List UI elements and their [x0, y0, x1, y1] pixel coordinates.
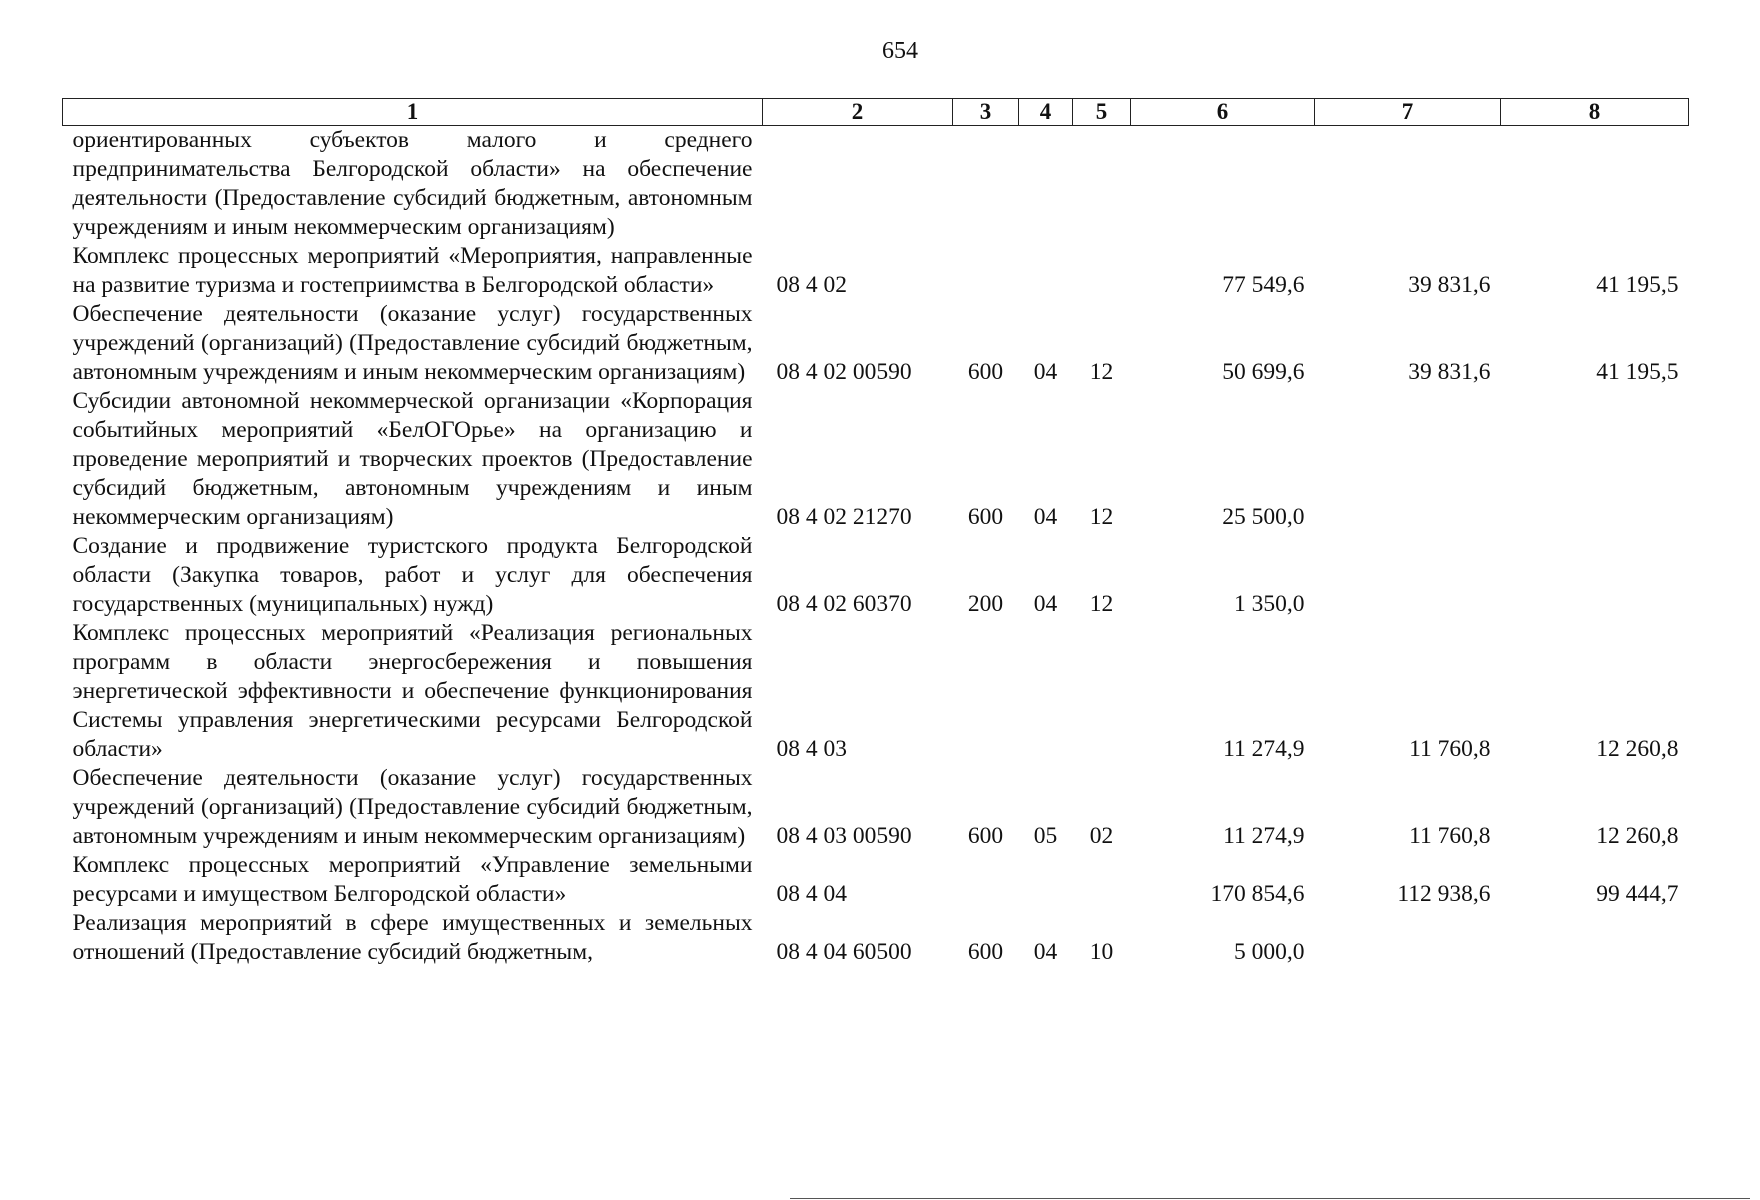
row-amount-col-6: 1 350,0: [1234, 591, 1305, 617]
budget-table-container: [62, 98, 1688, 967]
table-row: [63, 242, 1689, 300]
header-col-6: 6: [1131, 99, 1315, 126]
row-amount-col-8: 41 195,5: [1596, 359, 1679, 385]
row-amount-col-7: 112 938,6: [1397, 881, 1491, 907]
table-row: [63, 532, 1689, 619]
table-row: [63, 851, 1689, 909]
header-col-7: 7: [1315, 99, 1501, 126]
header-col-1: 1: [63, 99, 763, 126]
row-code: 08 4 02: [776, 272, 847, 298]
row-col-3: [953, 619, 1019, 764]
row-col-5: 12: [1089, 359, 1114, 385]
row-description: Комплекс процессных мероприятий «Мероприятия, направленные на развитие туризма и гостеприимства в Белгородской области»: [72, 243, 753, 298]
row-amount-col-6: 11 274,9: [1223, 736, 1305, 762]
row-col-3: 600: [967, 939, 1004, 965]
row-col-4: 04: [1033, 504, 1058, 530]
header-col-5: 5: [1073, 99, 1131, 126]
row-description: Создание и продвижение туристского продукта Белгородской области (Закупка товаров, работ и услуг для обеспечения государственных (муниципальных) нужд): [72, 533, 753, 617]
bottom-divider: [790, 1198, 1750, 1199]
row-amount-col-7: [1315, 387, 1501, 532]
row-code: 08 4 02 00590: [776, 359, 912, 385]
row-amount-col-8: 12 260,8: [1596, 823, 1679, 849]
row-amount-col-8: 99 444,7: [1596, 881, 1679, 907]
table-header: [63, 99, 1689, 126]
row-col-3: [953, 126, 1019, 243]
row-col-4: 04: [1033, 939, 1058, 965]
table-body: [63, 126, 1689, 968]
row-description: Обеспечение деятельности (оказание услуг) государственных учреждений (организаций) (Предоставление субсидий бюджетным, автономным учреждениям и иным некоммерческим организациям): [72, 301, 753, 385]
row-amount-col-6: 50 699,6: [1222, 359, 1305, 385]
row-code: 08 4 02 21270: [776, 504, 912, 530]
table-row: [63, 764, 1689, 851]
row-amount-col-7: 11 760,8: [1409, 823, 1491, 849]
row-description: Реализация мероприятий в сфере имущественных и земельных отношений (Предоставление субсидий бюджетным,: [72, 910, 753, 965]
row-amount-col-7: 39 831,6: [1408, 272, 1491, 298]
row-code: 08 4 03: [776, 736, 847, 762]
row-amount-col-7: 11 760,8: [1409, 736, 1491, 762]
row-amount-col-7: [1315, 909, 1501, 967]
page-number: 654: [882, 38, 918, 64]
row-col-4: [1019, 619, 1073, 764]
row-amount-col-6: 25 500,0: [1222, 504, 1305, 530]
row-amount-col-6: 5 000,0: [1234, 939, 1305, 965]
header-col-4: 4: [1019, 99, 1073, 126]
row-amount-col-6: 77 549,6: [1222, 272, 1305, 298]
row-description: Комплекс процессных мероприятий «Реализация региональных программ в области энергосбережения и повышения энергетической эффективности и обеспечение функционирования Системы управления энергетическими ресурсами Белгородской области»: [72, 620, 753, 762]
row-col-4: [1019, 242, 1073, 300]
row-col-3: [953, 851, 1019, 909]
row-col-3: [953, 242, 1019, 300]
table-row: [63, 387, 1689, 532]
row-col-3: 600: [967, 359, 1004, 385]
row-col-3: 600: [967, 504, 1004, 530]
row-code: [763, 126, 953, 243]
row-col-5: [1073, 851, 1131, 909]
table-row: [63, 300, 1689, 387]
row-amount-col-8: 12 260,8: [1596, 736, 1679, 762]
row-amount-col-7: 39 831,6: [1408, 359, 1491, 385]
row-col-4: [1019, 851, 1073, 909]
row-col-5: 10: [1089, 939, 1114, 965]
row-code: 08 4 02 60370: [776, 591, 912, 617]
header-col-2: 2: [763, 99, 953, 126]
row-col-5: 02: [1089, 823, 1114, 849]
row-col-3: 600: [967, 823, 1004, 849]
row-description: Комплекс процессных мероприятий «Управление земельными ресурсами и имуществом Белгородской области»: [72, 852, 753, 907]
row-amount-col-6: 170 854,6: [1210, 881, 1305, 907]
row-description: Обеспечение деятельности (оказание услуг) государственных учреждений (организаций) (Предоставление субсидий бюджетным, автономным учреждениям и иным некоммерческим организациям): [72, 765, 753, 849]
row-col-3: 200: [967, 591, 1004, 617]
header-col-3: 3: [953, 99, 1019, 126]
row-amount-col-8: [1501, 387, 1689, 532]
table-row: [63, 909, 1689, 967]
row-code: 08 4 03 00590: [776, 823, 912, 849]
row-col-4: 05: [1033, 823, 1058, 849]
row-amount-col-7: [1315, 126, 1501, 243]
row-col-5: [1073, 619, 1131, 764]
row-amount-col-6: 11 274,9: [1223, 823, 1305, 849]
header-row: [63, 99, 1689, 126]
row-description: Субсидии автономной некоммерческой организации «Корпорация событийных мероприятий «БелОГОрье» на организацию и проведение мероприятий и творческих проектов (Предоставление субсидий бюджетным, автономным учреждениям и иным некоммерческим организациям): [72, 388, 753, 530]
row-col-4: 04: [1033, 359, 1058, 385]
row-col-5: [1073, 242, 1131, 300]
row-amount-col-8: 41 195,5: [1596, 272, 1679, 298]
row-col-5: 12: [1089, 504, 1114, 530]
row-col-5: 12: [1089, 591, 1114, 617]
row-code: 08 4 04 60500: [776, 939, 912, 965]
row-amount-col-7: [1315, 532, 1501, 619]
row-amount-col-8: [1501, 532, 1689, 619]
row-amount-col-8: [1501, 909, 1689, 967]
row-amount-col-6: [1131, 126, 1315, 243]
row-col-4: [1019, 126, 1073, 243]
row-col-4: 04: [1033, 591, 1058, 617]
table-row: [63, 619, 1689, 764]
row-description: ориентированных субъектов малого и среднего предпринимательства Белгородской области» на обеспечение деятельности (Предоставление субсидий бюджетным, автономным учреждениям и иным некоммерческим организациям): [72, 127, 753, 240]
header-col-8: 8: [1501, 99, 1689, 126]
table-row: [63, 126, 1689, 243]
budget-table: [62, 98, 1689, 967]
row-code: 08 4 04: [776, 881, 847, 907]
row-col-5: [1073, 126, 1131, 243]
row-amount-col-8: [1501, 126, 1689, 243]
